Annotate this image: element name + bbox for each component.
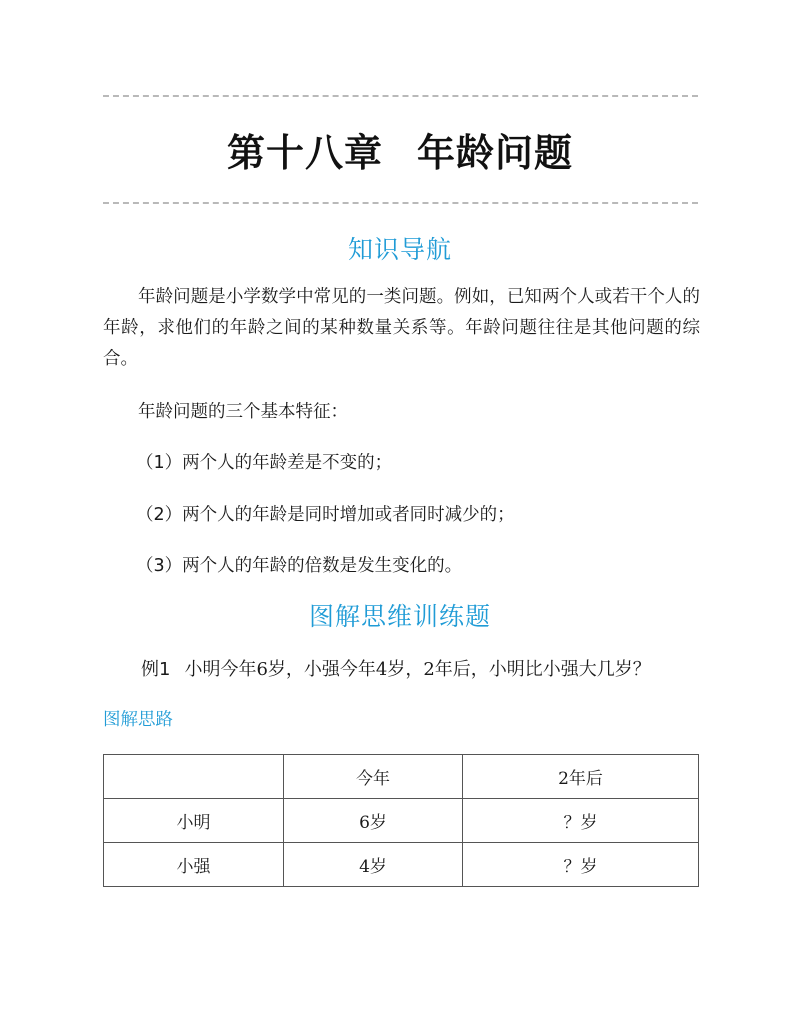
table-header-cell: 2年后 <box>463 755 699 799</box>
table-cell: 小明 <box>104 799 284 843</box>
chapter-title <box>0 122 800 177</box>
training-heading: 图解思维训练题 <box>308 602 491 631</box>
chapter-number: 第十八章 <box>226 131 383 175</box>
table-row <box>104 799 699 843</box>
table-header-cell: 今年 <box>284 755 463 799</box>
table-cell: ？岁 <box>463 799 699 843</box>
diagram-heading: 图解思路 <box>103 710 173 730</box>
knowledge-heading: 知识导航 <box>347 235 452 264</box>
table-row <box>104 843 699 887</box>
feature-item-1: （1）两个人的年龄差是不变的； <box>136 453 393 473</box>
table-cell: 小强 <box>104 843 284 887</box>
table-header-row <box>104 755 699 799</box>
age-table <box>103 754 699 887</box>
top-dashed-divider <box>103 95 698 97</box>
chapter-name: 年龄问题 <box>417 131 574 175</box>
intro-paragraph: 年龄问题是小学数学中常见的一类问题。例如，已知两个人或若干个人的年龄，求他们的年龄之间的某种数量关系等。年龄问题往往是其他问题的综合。 <box>103 287 700 369</box>
table-cell: 4岁 <box>284 843 463 887</box>
bottom-dashed-divider <box>103 202 698 204</box>
example-label: 例1 <box>141 659 171 680</box>
example-1 <box>141 655 651 681</box>
table-cell: ？岁 <box>463 843 699 887</box>
table-cell: 6岁 <box>284 799 463 843</box>
example-text: 小明今年6岁，小强今年4岁，2年后，小明比小强大几岁？ <box>184 659 651 680</box>
feature-item-3: （3）两个人的年龄的倍数是发生变化的。 <box>136 556 463 576</box>
features-intro: 年龄问题的三个基本特征： <box>138 402 348 422</box>
table-header-cell <box>104 755 284 799</box>
feature-item-2: （2）两个人的年龄是同时增加或者同时减少的； <box>136 505 515 525</box>
